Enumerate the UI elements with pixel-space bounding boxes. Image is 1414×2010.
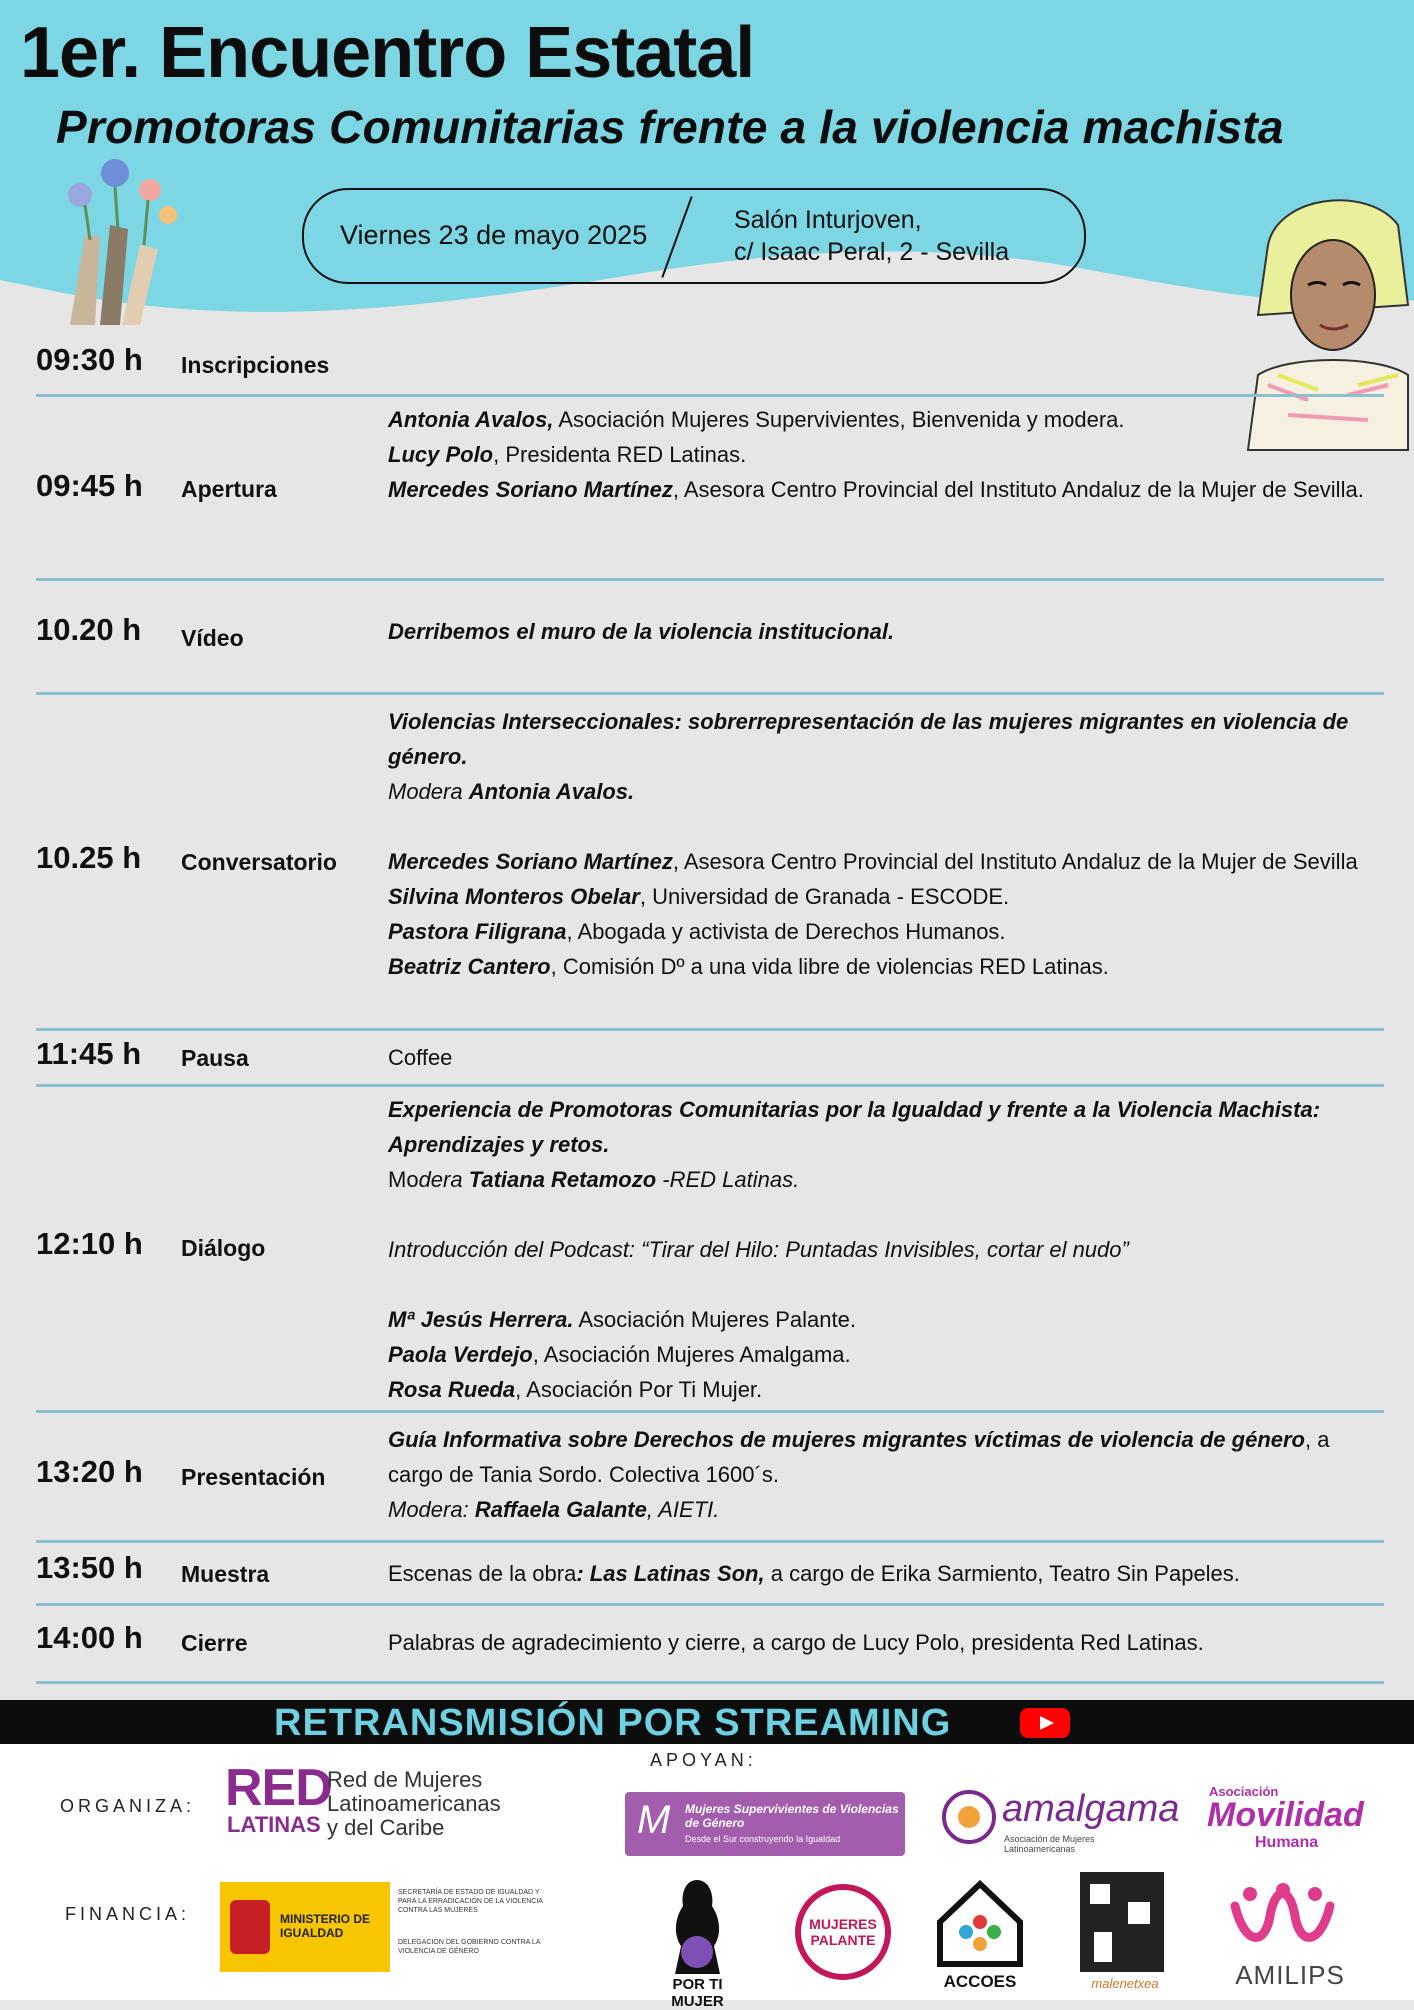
row-separator	[36, 1028, 1384, 1031]
malen-etxea-building-icon	[1080, 1872, 1164, 1972]
row-description: Experiencia de Promotoras Comunitarias por la Igualdad y frente a la Violencia Machista: Aprendizajes y retos. Modera Tatiana Retamozo -RED Latinas. Introducción del Podcast: “Tirar del Hilo: Puntadas Invisibles, cortar el nudo” Mª Jesús Herrera. Asociación Mujeres Palante. Paola Verdejo, Asociación Mujeres Amalgama. Rosa Rueda, Asociación Por Ti Mujer.	[388, 1097, 1321, 1402]
row-time: 11:45 h	[36, 1036, 142, 1071]
row-separator	[36, 578, 1384, 581]
agenda-row-dialogo	[36, 1090, 1384, 1408]
streaming-text: RETRANSMISIÓN POR STREAMING	[274, 1702, 952, 1744]
row-description: Palabras de agradecimiento y cierre, a cargo de Lucy Polo, presidenta Red Latinas.	[388, 1630, 1204, 1655]
row-description: Violencias Interseccionales: sobrerrepresentación de las mujeres migrantes en violencia de género. Modera Antonia Avalos. Mercedes Soriano Martínez, Asesora Centro Provincial del Instituto Andaluz de la Mujer de Sevilla Silvina Monteros Obelar, Universidad de Granada - ESCODE. Pastora Filigrana, Abogada y activista de Derechos Humanos. Beatriz Cantero, Comisión Dº a una vida libre de violencias RED Latinas.	[388, 709, 1358, 979]
row-separator	[36, 1681, 1384, 1684]
row-separator	[36, 1540, 1384, 1543]
agenda-row-pausa	[36, 1034, 1384, 1084]
amilips-wave-icon	[1215, 1876, 1365, 1956]
spain-coat-of-arms-icon	[230, 1900, 270, 1954]
agenda-row-cierre	[36, 1616, 1384, 1676]
row-description: Derribemos el muro de la violencia institucional.	[388, 619, 895, 644]
row-time: 13:50 h	[36, 1550, 143, 1585]
movilidad-humana-logo: Asociación Movilidad Humana	[1207, 1784, 1364, 1851]
women-circle-icon	[942, 1790, 996, 1844]
event-venue: Salón Inturjoven,	[734, 206, 922, 234]
youtube-icon[interactable]	[1020, 1708, 1070, 1738]
sponsors-footer	[0, 1744, 1414, 2010]
header	[0, 0, 1414, 330]
ministerio-igualdad-logo: MINISTERIO DE IGUALDAD SECRETARÍA DE ESTADO DE IGUALDAD Y PARA LA ERRADICACIÓN DE LA VIOLENCIA CONTRA LAS MUJERES DELEGACIÓN DEL GOBIERNO CONTRA LA VIOLENCIA DE GÉNERO	[220, 1882, 555, 1972]
row-label: Diálogo	[181, 1235, 266, 1261]
row-label: Presentación	[181, 1464, 326, 1490]
row-time: 10.20 h	[36, 612, 142, 647]
row-description: Escenas de la obra: Las Latinas Son, a cargo de Erika Sarmiento, Teatro Sin Papeles.	[388, 1561, 1240, 1586]
pill-divider	[661, 196, 692, 277]
row-separator	[36, 1603, 1384, 1606]
flowers-hands-illustration	[40, 145, 190, 325]
woman-silhouette-icon	[645, 1874, 750, 1974]
row-label: Muestra	[181, 1561, 270, 1587]
m-icon: M	[637, 1798, 671, 1842]
agenda-row-conversatorio	[36, 702, 1384, 1022]
organiza-label: ORGANIZA:	[60, 1796, 196, 1816]
row-time: 10.25 h	[36, 840, 142, 875]
streaming-banner	[0, 1700, 1414, 1744]
row-time: 12:10 h	[36, 1226, 143, 1261]
event-address: c/ Isaac Peral, 2 - Sevilla	[734, 238, 1010, 266]
agenda-row-muestra	[36, 1548, 1384, 1604]
row-label: Apertura	[181, 476, 277, 502]
apoyan-label: APOYAN:	[650, 1750, 757, 1770]
por-ti-mujer-logo: POR TI MUJER	[645, 1874, 750, 1994]
row-label: Conversatorio	[181, 849, 337, 875]
date-location-pill	[302, 188, 1086, 284]
agenda-row-presentacion	[36, 1418, 1384, 1538]
row-time: 13:20 h	[36, 1454, 143, 1489]
agenda-row-video	[36, 600, 1384, 690]
financia-label: FINANCIA:	[65, 1904, 191, 1924]
row-description: Guía Informativa sobre Derechos de mujeres migrantes víctimas de violencia de género, a cargo de Tania Sordo. Colectiva 1600´s. Modera: Raffaela Galante, AIETI.	[388, 1427, 1330, 1522]
red-latinas-logo: RED LATINAS Red de Mujeres Latinoamericanas y del Caribe	[225, 1759, 501, 1840]
event-date: Viernes 23 de mayo 2025	[340, 220, 648, 250]
house-people-icon	[930, 1874, 1030, 1970]
agenda-row-inscripciones	[36, 340, 1384, 395]
event-title: 1er. Encuentro Estatal	[20, 13, 755, 93]
event-subtitle: Promotoras Comunitarias frente a la violencia machista	[56, 101, 1284, 153]
row-description: Antonia Avalos, Asociación Mujeres Supervivientes, Bienvenida y modera. Lucy Polo, Presidenta RED Latinas. Mercedes Soriano Martínez, Asesora Centro Provincial del Instituto Andaluz de la Mujer de Sevilla.	[388, 407, 1364, 502]
row-label: Vídeo	[181, 625, 244, 651]
row-description: Coffee	[388, 1045, 453, 1070]
accoes-logo: ACCOES	[930, 1874, 1030, 1994]
row-separator	[36, 394, 1384, 397]
malen-etxea-logo: malenetxea	[1080, 1872, 1170, 1994]
row-label: Inscripciones	[181, 352, 330, 378]
row-time: 09:45 h	[36, 468, 143, 503]
row-separator	[36, 1084, 1384, 1087]
row-time: 09:30 h	[36, 342, 143, 377]
row-separator	[36, 1410, 1384, 1413]
amilips-logo: AMILIPS	[1215, 1876, 1365, 1994]
mujeres-palante-logo: MUJERES PALANTE	[795, 1884, 891, 1980]
ministerio-yellow-block: MINISTERIO DE IGUALDAD	[220, 1882, 390, 1972]
row-label: Cierre	[181, 1630, 248, 1656]
row-time: 14:00 h	[36, 1620, 143, 1655]
amalgama-logo: amalgama Asociación de Mujeres Latinoamericanas	[942, 1784, 1162, 1854]
agenda-row-apertura	[36, 400, 1384, 580]
row-label: Pausa	[181, 1045, 249, 1071]
mujeres-supervivientes-logo: M Mujeres Supervivientes de Violencias de Género Desde el Sur construyendo la Igualdad	[625, 1792, 905, 1856]
row-separator	[36, 692, 1384, 695]
